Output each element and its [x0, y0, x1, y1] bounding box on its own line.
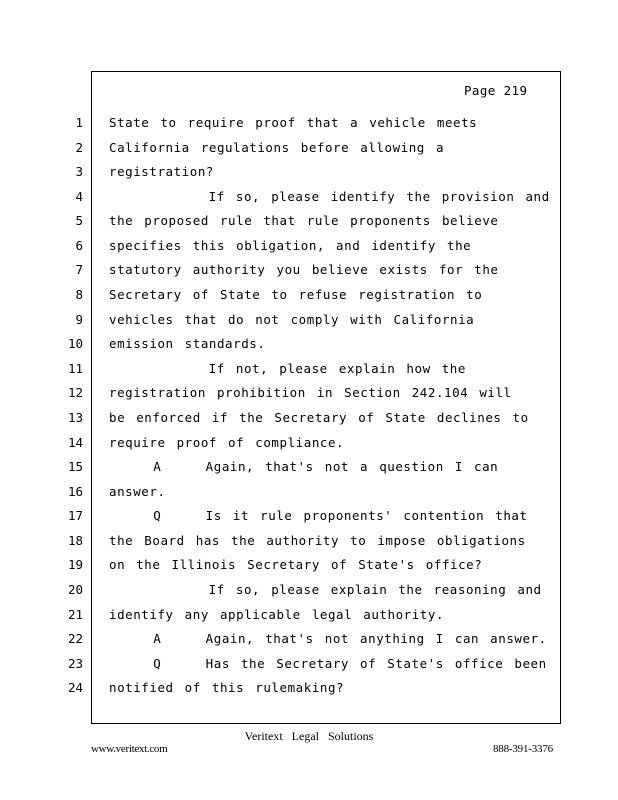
transcript-line: identify any applicable legal authority. [109, 607, 445, 622]
transcript-line: on the Illinois Secretary of State's office? [109, 557, 483, 572]
line-number: 3 [75, 164, 83, 179]
line-number: 12 [67, 385, 83, 400]
line-number: 1 [75, 115, 83, 130]
transcript-line: California regulations before allowing a [109, 140, 445, 155]
transcript-line: If so, please explain the reasoning and [109, 582, 542, 597]
line-number: 8 [75, 287, 83, 302]
line-number: 16 [67, 484, 83, 499]
line-number: 6 [75, 238, 83, 253]
line-number: 5 [75, 213, 83, 228]
line-number: 11 [67, 361, 83, 376]
transcript-line: be enforced if the Secretary of State declines to [109, 410, 529, 425]
line-number: 20 [67, 582, 83, 597]
line-number: 10 [67, 336, 83, 351]
transcript-line: registration? [109, 164, 214, 179]
line-number: 14 [67, 435, 83, 450]
line-number: 15 [67, 459, 83, 474]
line-number: 22 [67, 631, 83, 646]
page-number: Page 219 [464, 83, 528, 98]
line-number: 21 [67, 607, 83, 622]
transcript-line: emission standards. [109, 336, 266, 351]
transcript-line: the proposed rule that rule proponents believe [109, 213, 499, 228]
line-number: 7 [75, 262, 83, 277]
footer-website: www.veritext.com [91, 743, 168, 755]
line-number: 24 [67, 680, 83, 695]
transcript-line: If so, please identify the provision and [109, 189, 550, 204]
transcript-line: registration prohibition in Section 242.104 will [109, 385, 512, 400]
line-number: 13 [67, 410, 83, 425]
line-number: 17 [67, 508, 83, 523]
transcript-line: Q Has the Secretary of State's office been [109, 656, 547, 671]
transcript-line: answer. [109, 484, 166, 499]
transcript-line: If not, please explain how the [109, 361, 466, 376]
transcript-line: State to require proof that a vehicle meets [109, 115, 478, 130]
transcript-line: statutory authority you believe exists for the [109, 262, 499, 277]
line-number: 4 [75, 189, 83, 204]
transcript-line: Q Is it rule proponents' contention that [109, 508, 528, 523]
line-number: 18 [67, 533, 83, 548]
footer-company: Veritext Legal Solutions [244, 729, 374, 743]
transcript-line: notified of this rulemaking? [109, 680, 345, 695]
line-number: 19 [67, 557, 83, 572]
transcript-line: vehicles that do not comply with California [109, 312, 475, 327]
transcript-line: A Again, that's not anything I can answer. [109, 631, 547, 646]
transcript-line: Secretary of State to refuse registration to [109, 287, 483, 302]
line-number: 9 [75, 312, 83, 327]
footer-phone: 888-391-3376 [493, 743, 553, 755]
transcript-line: A Again, that's not a question I can [109, 459, 499, 474]
line-number: 23 [67, 656, 83, 671]
transcript-line: the Board has the authority to impose obligations [109, 533, 526, 548]
line-number: 2 [75, 140, 83, 155]
transcript-line: require proof of compliance. [109, 435, 345, 450]
transcript-line: specifies this obligation, and identify the [109, 238, 472, 253]
